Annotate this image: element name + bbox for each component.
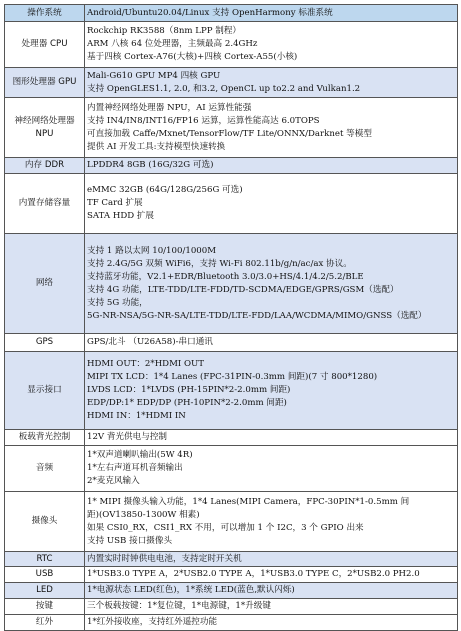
- spec-value-line: ARM 八核 64 位处理器，主频最高 2.4GHz: [87, 39, 258, 49]
- spec-key: 神经网络处理器 NPU: [5, 98, 85, 158]
- spec-key: 显示接口: [5, 352, 85, 430]
- spec-row: [5, 334, 458, 352]
- spec-row: [5, 174, 458, 234]
- spec-value: [85, 446, 458, 492]
- spec-key: LED: [5, 583, 85, 599]
- spec-table: [4, 4, 458, 631]
- spec-value-line: eMMC 32GB (64G/128G/256G 可选): [87, 185, 243, 195]
- spec-row: [5, 492, 458, 552]
- spec-value-line: 基于四核 Cortex-A76(大核)+四核 Cortex-A55(小核): [87, 52, 298, 62]
- spec-value-line: 1*红外接收座，支持红外遥控功能: [87, 617, 218, 627]
- spec-value: [85, 352, 458, 430]
- spec-value-line: HDMI OUT：2*HDMI OUT: [87, 359, 205, 369]
- spec-key: 内置存储容量: [5, 174, 85, 234]
- spec-value-line: LVDS LCD：1*LVDS (PH-15PIN*2-2.0mm 间距): [87, 385, 291, 395]
- spec-row: [5, 352, 458, 430]
- spec-value: [85, 492, 458, 552]
- spec-value: [85, 552, 458, 567]
- spec-value-line: GPS/北斗 （U26A58)-串口通讯: [87, 337, 213, 347]
- spec-key: 网络: [5, 234, 85, 334]
- spec-value: [85, 158, 458, 174]
- spec-value-line: 1*双声道喇叭输出(5W 4R): [87, 450, 193, 460]
- spec-value-line: 提供 AI 开发工具:支持模型快速转换: [87, 141, 226, 152]
- spec-key: 音频: [5, 446, 85, 492]
- spec-row: [5, 158, 458, 174]
- spec-value-line: 支持蓝牙功能，V2.1+EDR/Bluetooth 3.0/3.0+HS/4.1/4.2/5.2/BLE: [87, 271, 364, 282]
- spec-key: GPS: [5, 334, 85, 352]
- spec-value: [85, 22, 458, 68]
- spec-value-line: EDP/DP:1* EDP/DP (PH-10PIN*2-2.0mm 间距): [87, 398, 287, 408]
- spec-value-line: 12V 背光供电与控制: [87, 432, 168, 442]
- spec-value: [85, 234, 458, 334]
- spec-key: 按键: [5, 599, 85, 615]
- spec-row: [5, 234, 458, 334]
- spec-value-line: 2*麦克风输入: [87, 476, 140, 486]
- spec-value-line: 内置神经网络处理器 NPU，AI 运算性能强: [87, 102, 252, 113]
- spec-value-line: 支持 1 路以太网 10/100/1000M: [87, 245, 217, 256]
- spec-value: [85, 430, 458, 446]
- spec-value: [85, 68, 458, 98]
- spec-row: [5, 5, 458, 22]
- spec-value-line: 内置实时时钟供电电池，支持定时开关机: [87, 553, 242, 564]
- spec-value-line: MIPI TX LCD：1*4 Lanes (FPC-31PIN-0.3mm 间距)(7 寸 800*1280): [87, 372, 378, 382]
- spec-row: [5, 567, 458, 583]
- spec-value: [85, 174, 458, 234]
- spec-value-line: 5G-NR-NSA/5G-NR-SA/LTE-TDD/LTE-FDD/LAA/WCDMA/MIMO/GNSS（选配）: [87, 310, 427, 321]
- spec-value-line: 支持 5G 功能，: [87, 297, 148, 308]
- spec-key: 操作系统: [5, 5, 85, 22]
- spec-value-line: 支持 OpenGLES1.1, 2.0, 和3.2, OpenCL up to2.2 and Vulkan1.2: [87, 83, 361, 94]
- spec-value-line: 距)(OV13850-1300W 相素): [87, 509, 200, 520]
- spec-value-line: 支持 4G 功能，LTE-TDD/LTE-FDD/TD-SCDMA/EDGE/GPRS/GSM（选配）: [87, 284, 399, 295]
- spec-row: [5, 599, 458, 615]
- spec-value-line: 如果 CSI0_RX，CSI1_RX 不用，可以增加 1 个 I2C，3 个 GPIO 出来: [87, 522, 364, 533]
- spec-table-body: [5, 5, 458, 631]
- spec-value-line: 支持 2.4G/5G 双频 WiFi6，支持 Wi-Fi 802.11b/g/n/ac/ax 协议。: [87, 258, 352, 269]
- spec-value-line: 三个板载按键：1*复位键，1*电源键，1*升级键: [87, 601, 271, 611]
- spec-value-line: 1*电源状态 LED(红色)，1*系统 LED(蓝色,默认闪烁): [87, 585, 295, 595]
- spec-value-line: 1*左右声道耳机音频输出: [87, 463, 183, 473]
- spec-value-line: TF Card 扩展: [87, 198, 143, 208]
- spec-row: [5, 98, 458, 158]
- spec-value-line: Android/Ubuntu20.04/Linux 支持 OpenHarmony 标准系统: [87, 7, 333, 18]
- spec-value: [85, 98, 458, 158]
- spec-row: [5, 552, 458, 567]
- spec-value-line: LPDDR4 8GB (16G/32G 可选): [87, 160, 214, 170]
- spec-value: [85, 599, 458, 615]
- spec-value-line: 1* MIPI 摄像头输入功能，1*4 Lanes(MIPI Camera，FPC-30PIN*1-0.5mm 间: [87, 496, 410, 507]
- spec-key: 板载背光控制: [5, 430, 85, 446]
- spec-value-line: 可直接加载 Caffe/Mxnet/TensorFlow/TF Lite/ONNX/Darknet 等模型: [87, 128, 372, 139]
- spec-key: 内存 DDR: [5, 158, 85, 174]
- spec-key: RTC: [5, 552, 85, 567]
- spec-row: [5, 430, 458, 446]
- spec-value-line: 1*USB3.0 TYPE A，2*USB2.0 TYPE A，1*USB3.0 TYPE C，2*USB2.0 PH2.0: [87, 569, 420, 579]
- spec-key: 摄像头: [5, 492, 85, 552]
- spec-key: 图形处理器 GPU: [5, 68, 85, 98]
- spec-value-line: SATA HDD 扩展: [87, 211, 155, 221]
- spec-key: 处理器 CPU: [5, 22, 85, 68]
- spec-key: USB: [5, 567, 85, 583]
- spec-key: 红外: [5, 615, 85, 631]
- spec-value: [85, 567, 458, 583]
- spec-row: [5, 583, 458, 599]
- spec-row: [5, 22, 458, 68]
- spec-value-line: Mali-G610 GPU MP4 四核 GPU: [87, 70, 221, 81]
- spec-value: [85, 334, 458, 352]
- spec-row: [5, 446, 458, 492]
- spec-row: [5, 68, 458, 98]
- spec-value: [85, 583, 458, 599]
- spec-value-line: 支持 IN4/IN8/INT16/FP16 运算，运算性能高达 6.0TOPS: [87, 115, 320, 126]
- spec-value-line: Rockchip RK3588（8nm LPP 制程）: [87, 26, 242, 36]
- spec-value-line: 支持 USB 接口摄像头: [87, 535, 173, 546]
- spec-value: [85, 5, 458, 22]
- spec-value-line: HDMI IN：1*HDMI IN: [87, 411, 186, 421]
